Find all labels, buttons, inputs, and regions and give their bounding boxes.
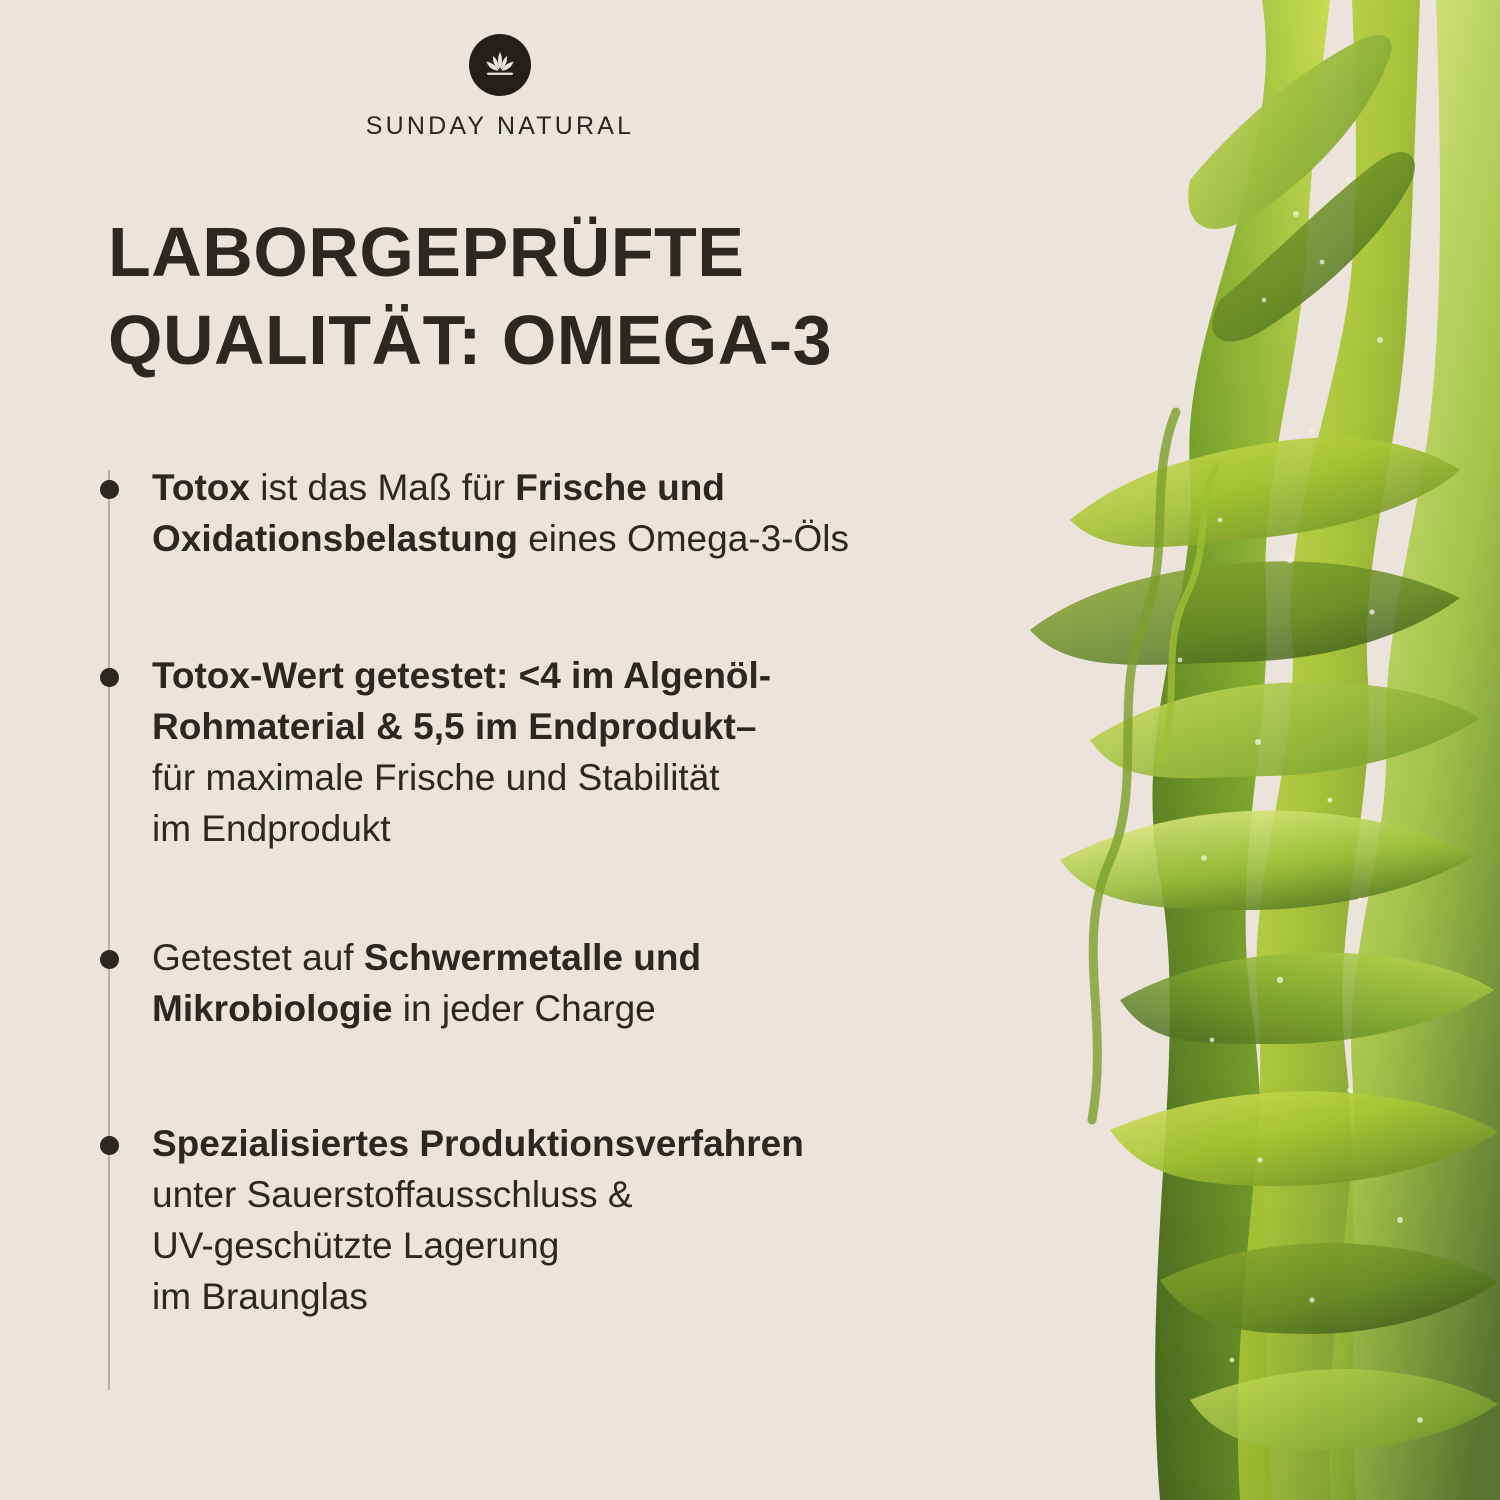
list-item [100,932,930,1034]
brand-name: SUNDAY NATURAL [365,112,635,140]
list-item-text: Spezialisiertes Produktionsverfahren unter Sauerstoffausschluss & UV-geschützte Lagerung im Braunglas [152,1123,804,1317]
brand-logo [0,34,1000,141]
list-item-text: Totox-Wert getestet: <4 im Algenöl- Rohmaterial & 5,5 im Endprodukt– für maximale Frische und Stabilität im Endprodukt [152,655,772,849]
feature-list [100,462,930,1380]
bullet-dot-icon [100,950,119,969]
lotus-flower-icon [469,34,531,96]
list-item [100,1118,930,1322]
list-item-text: Getestet auf Schwermetalle und Mikrobiologie in jeder Charge [152,937,702,1029]
page-title [108,208,988,384]
bullet-dot-icon [100,668,119,687]
list-item [100,650,930,854]
list-item [100,462,930,564]
bullet-dot-icon [100,480,119,499]
bullet-dot-icon [100,1136,119,1155]
headline-line-2: QUALITÄT: OMEGA-3 [108,301,833,379]
list-item-text: Totox ist das Maß für Frische und Oxidationsbelastung eines Omega-3-Öls [152,467,850,559]
headline-line-1: LABORGEPRÜFTE [108,213,745,291]
